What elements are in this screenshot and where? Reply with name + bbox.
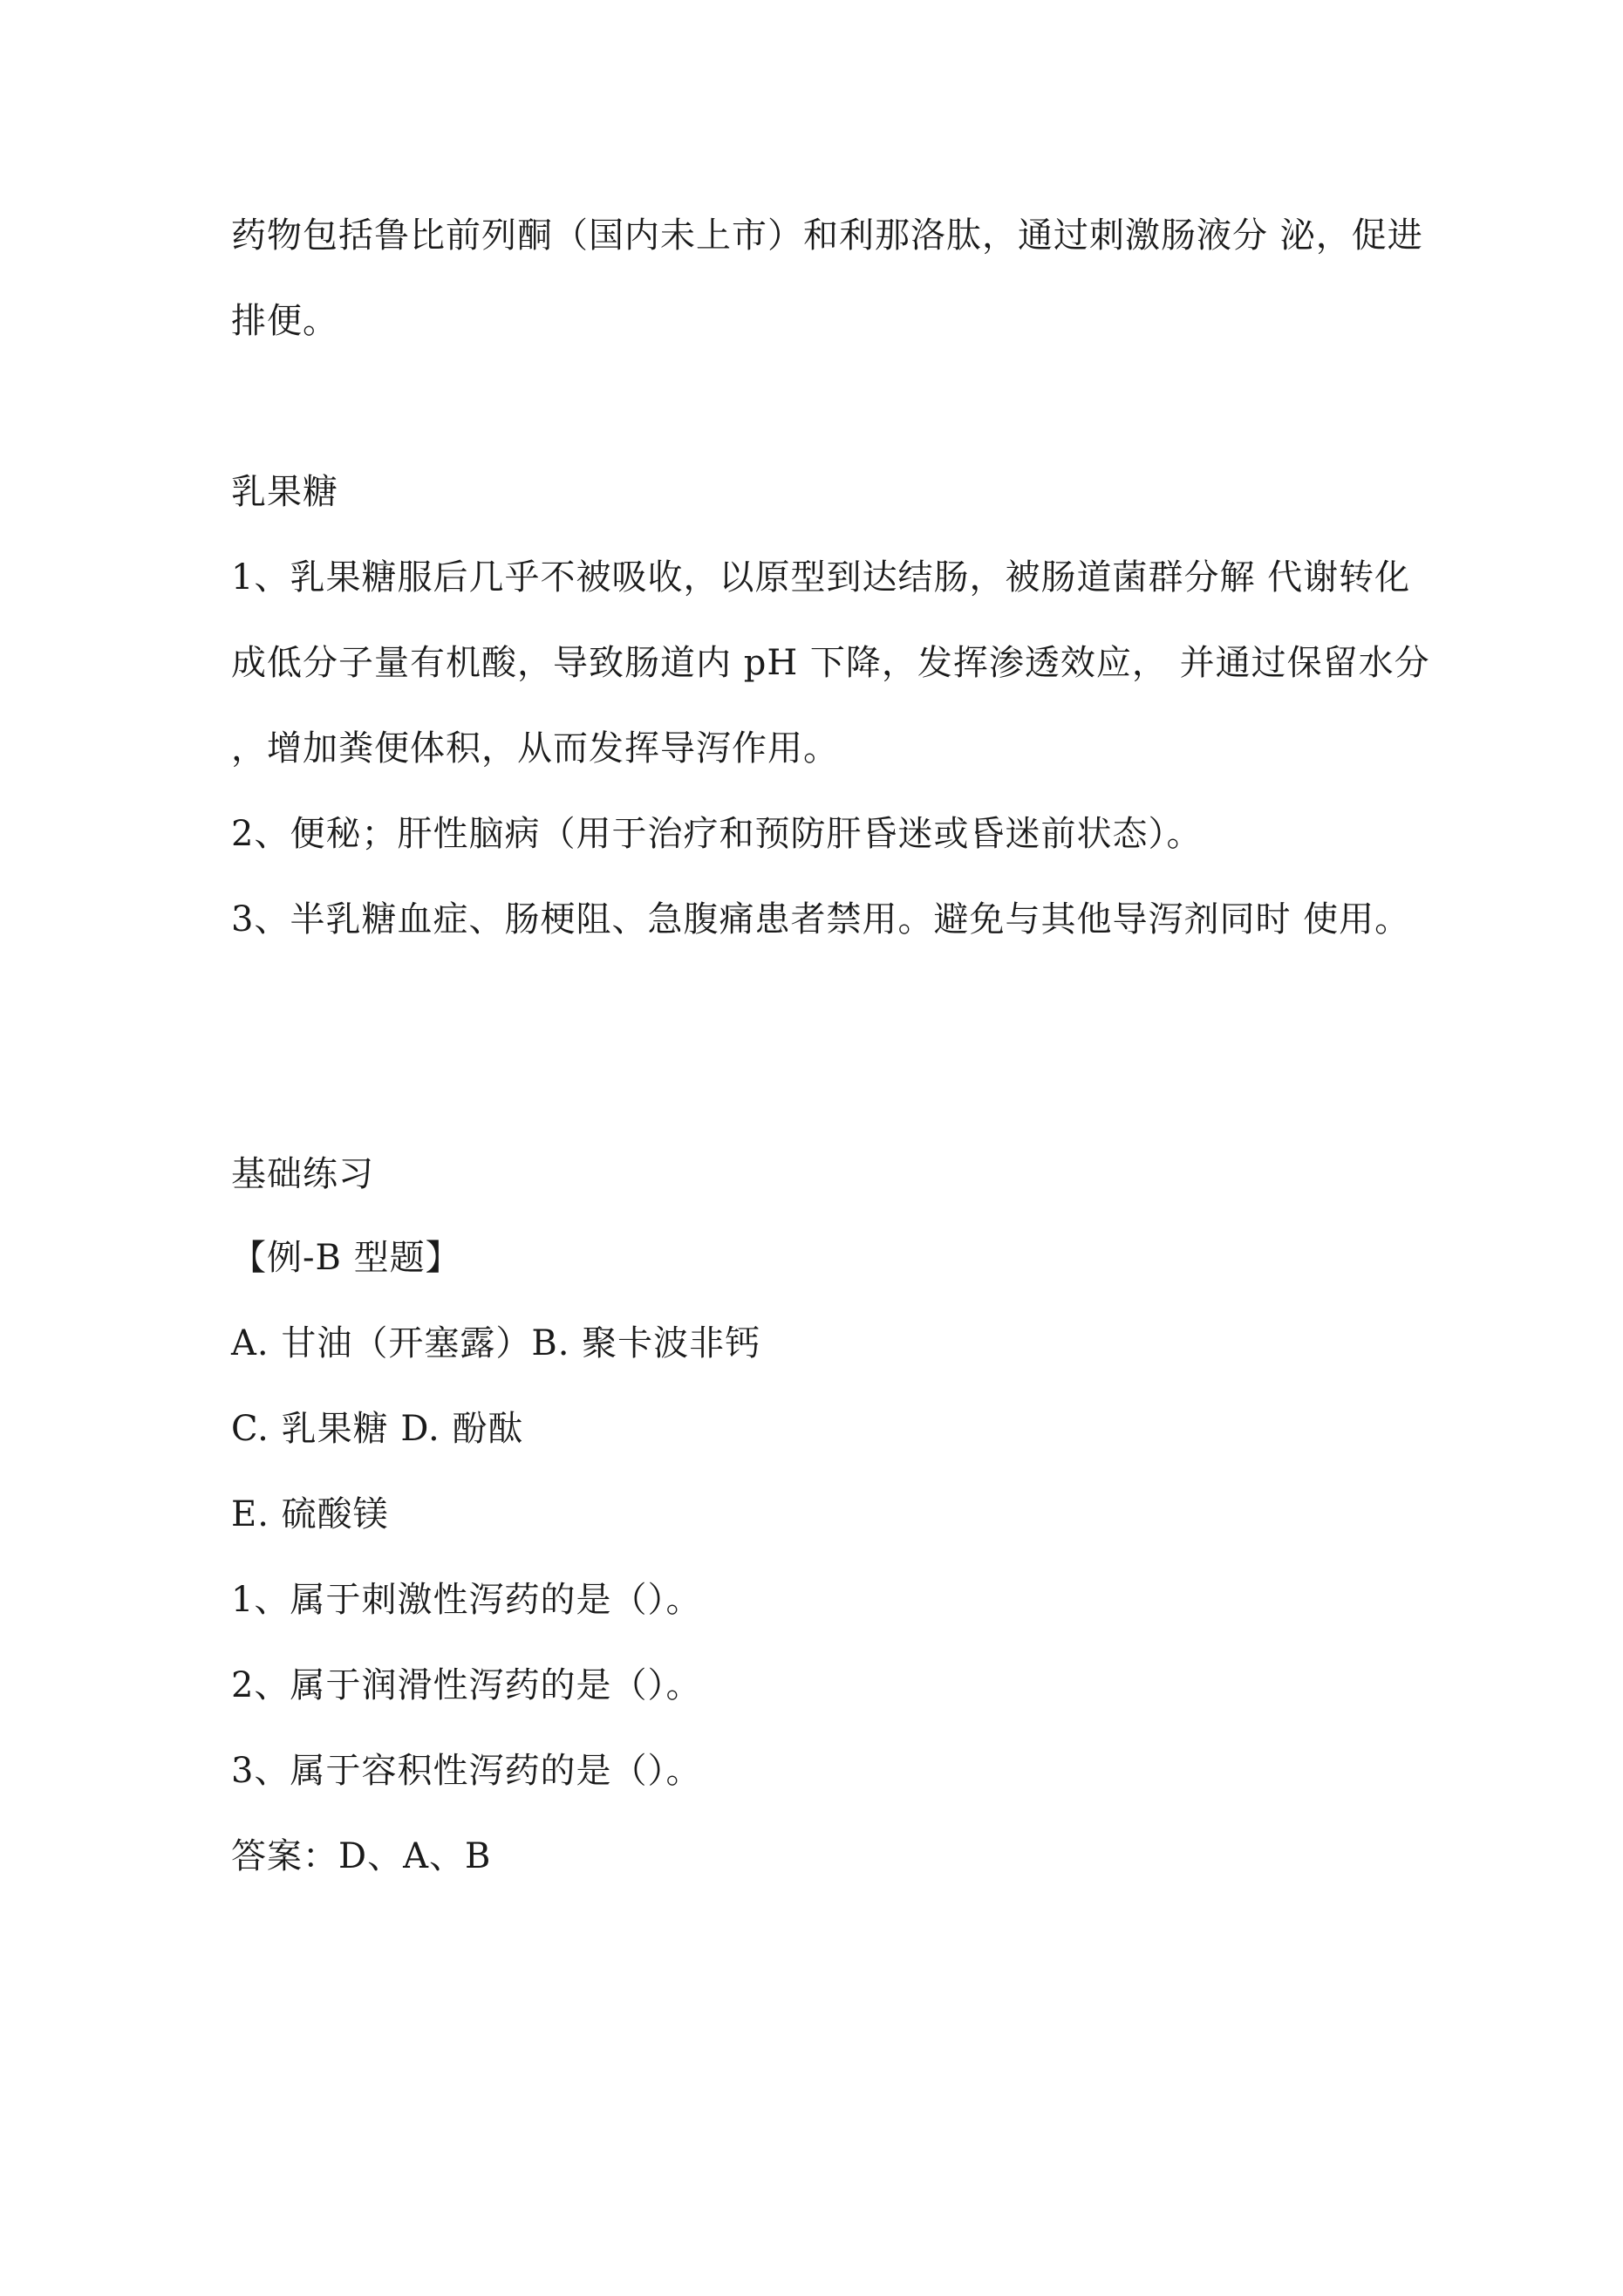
option-e: E. 硫酸镁 [231, 1494, 389, 1534]
answer: 答案：D、A、B [231, 1836, 492, 1876]
question-3: 3、属于容积性泻药的是（）。 [231, 1751, 702, 1791]
question-2: 2、属于润滑性泻药的是（）。 [231, 1665, 702, 1705]
lactulose-item2: 2、便秘；肝性脑病（用于治疗和预防肝昏迷或昏迷前状态）。 [231, 814, 1203, 854]
question-1: 1、属于刺激性泻药的是（）。 [231, 1580, 702, 1620]
lactulose-item1-line3: ，增加粪便体积，从而发挥导泻作用。 [231, 728, 839, 769]
question-type-label: 【例-B 型题】 [231, 1238, 461, 1278]
lactulose-item1-line1: 1、乳果糖服后几乎不被吸收，以原型到达结肠，被肠道菌群分解 代谢转化 [231, 557, 1411, 598]
lactulose-item3: 3、半乳糖血症、肠梗阻、急腹痛患者禁用。避免与其他导泻剂同时 使用。 [231, 899, 1411, 940]
lactulose-heading: 乳果糖 [231, 472, 338, 512]
options-cd: C. 乳果糖 D. 酚酞 [231, 1409, 524, 1449]
options-ab: A. 甘油（开塞露）B. 聚卡波非钙 [231, 1323, 761, 1363]
lactulose-item1-line2: 成低分子量有机酸，导致肠道内 pH 下降，发挥渗透效应， 并通过保留水分 [231, 643, 1430, 683]
intro-line-2: 排便。 [231, 301, 338, 341]
practice-heading: 基础练习 [231, 1154, 374, 1194]
intro-line-1: 药物包括鲁比前列酮（国内未上市）和利那洛肽，通过刺激肠液分 泌，促进 [231, 215, 1423, 256]
